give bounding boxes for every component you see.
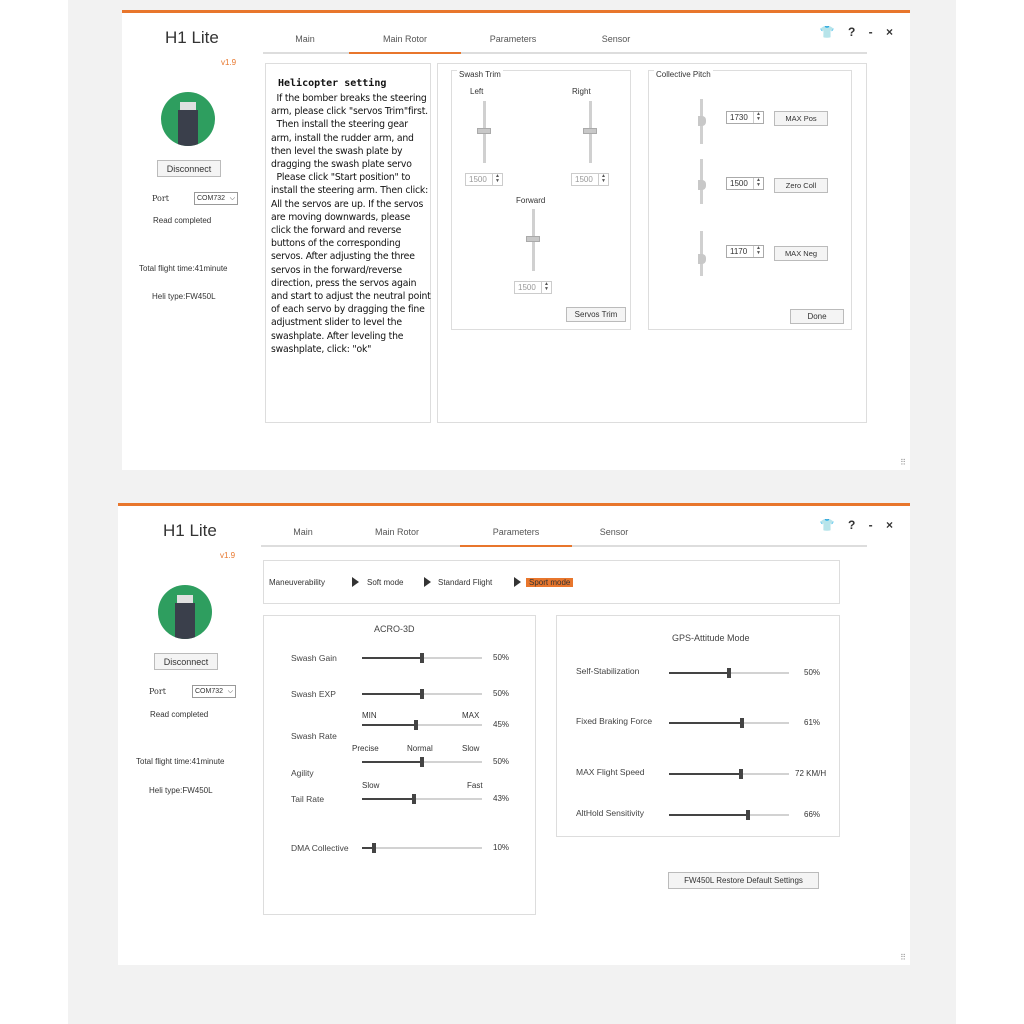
tab-sensor[interactable]: Sensor <box>601 34 631 44</box>
forward-servo-value[interactable]: 1500 ▲ ▼ <box>514 281 552 294</box>
help-title: Helicopter setting <box>278 78 387 89</box>
max-pos-thumb[interactable] <box>698 116 706 126</box>
port-label: Port <box>149 687 166 696</box>
max-neg-thumb[interactable] <box>698 254 706 264</box>
agility-slider-fill <box>362 761 422 763</box>
tail-rate-tick-label: Slow <box>362 781 380 790</box>
help-panel <box>265 63 431 423</box>
self-stabilization-label: Self-Stabilization <box>576 666 640 676</box>
app-title: H1 Lite <box>163 521 217 540</box>
done-button[interactable]: Done <box>790 309 844 324</box>
collective-pitch-title: Collective Pitch <box>656 70 711 79</box>
forward-label: Forward <box>516 196 546 205</box>
max-flight-speed-slider-fill <box>669 773 741 775</box>
max-neg-value[interactable]: 1170 ▲ ▼ <box>726 245 764 258</box>
window-accent-bar <box>118 503 910 506</box>
mode-standard[interactable]: Standard Flight <box>438 578 493 587</box>
max-pos-button[interactable]: MAX Pos <box>774 111 828 126</box>
maneuverability-bar <box>263 560 840 604</box>
chevron-right-icon <box>424 577 431 587</box>
tail-rate-slider-fill <box>362 798 414 800</box>
swash-rate-value: 45% <box>493 720 510 729</box>
tab-main[interactable]: Main <box>295 34 315 44</box>
read-status: Read completed <box>150 710 209 719</box>
right-label: Right <box>572 87 591 96</box>
dma-collective-value: 10% <box>493 843 510 852</box>
gps-attitude-panel <box>556 615 840 837</box>
app-version: v1.9 <box>220 551 236 560</box>
max-flight-speed-value: 72 KM/H <box>795 769 827 778</box>
chevron-down-icon: ⌵ <box>229 195 235 202</box>
window-main-rotor <box>122 10 910 470</box>
port-select[interactable]: COM732 ⌵ <box>194 192 238 205</box>
tab-main-rotor[interactable]: Main Rotor <box>349 30 461 54</box>
window-controls[interactable]: 👕 ? ‐ × <box>819 25 898 39</box>
gps-title: GPS-Attitude Mode <box>672 633 750 643</box>
swash-trim-title: Swash Trim <box>459 70 501 79</box>
swash-trim-group <box>451 70 631 330</box>
agility-tick-label: Precise <box>352 744 379 753</box>
agility-label: Agility <box>291 768 314 778</box>
swash-rate-max-label: MAX <box>462 711 480 720</box>
swash-gain-slider-fill <box>362 657 422 659</box>
right-servo-value[interactable]: 1500 ▲ ▼ <box>571 173 609 186</box>
self-stabilization-slider-thumb[interactable] <box>727 668 731 678</box>
tab-main-rotor[interactable]: Main Rotor <box>374 527 419 537</box>
zero-coll-button[interactable]: Zero Coll <box>774 178 828 193</box>
tab-parameters[interactable]: Parameters <box>489 34 537 44</box>
resize-grip-icon[interactable]: ⠿ <box>900 953 906 962</box>
agility-value: 50% <box>493 757 510 766</box>
swash-exp-value: 50% <box>493 689 510 698</box>
fixed-braking-force-slider-fill <box>669 722 742 724</box>
swash-exp-slider-fill <box>362 693 422 695</box>
tail-rate-value: 43% <box>493 794 510 803</box>
self-stabilization-value: 50% <box>804 668 821 677</box>
dma-collective-label: DMA Collective <box>291 843 349 853</box>
swash-exp-slider-thumb[interactable] <box>420 689 424 699</box>
chevron-right-icon <box>514 577 521 587</box>
usb-device-icon <box>161 92 215 146</box>
max-pos-value[interactable]: 1730 ▲ ▼ <box>726 111 764 124</box>
acro-3d-panel <box>263 615 536 915</box>
disconnect-button[interactable]: Disconnect <box>154 653 218 670</box>
althold-sensitivity-slider-thumb[interactable] <box>746 810 750 820</box>
acro-title: ACRO-3D <box>374 624 415 634</box>
fixed-braking-force-value: 61% <box>804 718 821 727</box>
window-accent-bar <box>122 10 910 13</box>
port-label: Port <box>152 194 169 203</box>
swash-exp-label: Swash EXP <box>291 689 336 699</box>
swash-rate-label: Swash Rate <box>291 731 337 741</box>
app-title: H1 Lite <box>165 28 219 47</box>
usb-device-icon <box>158 585 212 639</box>
althold-sensitivity-label: AltHold Sensitivity <box>576 808 645 818</box>
left-servo-thumb[interactable] <box>477 128 491 134</box>
fixed-braking-force-slider-thumb[interactable] <box>740 718 744 728</box>
althold-sensitivity-value: 66% <box>804 810 821 819</box>
window-controls[interactable]: 👕 ? ‐ × <box>819 518 898 532</box>
read-status: Read completed <box>153 216 212 225</box>
swash-gain-label: Swash Gain <box>291 653 337 663</box>
self-stabilization-slider-fill <box>669 672 729 674</box>
swash-rate-min-label: MIN <box>362 711 377 720</box>
settings-panel <box>437 63 867 423</box>
left-servo-value[interactable]: 1500 ▲ ▼ <box>465 173 503 186</box>
max-neg-button[interactable]: MAX Neg <box>774 246 828 261</box>
heli-type: Heli type:FW450L <box>152 292 216 301</box>
disconnect-button[interactable]: Disconnect <box>157 160 221 177</box>
app-version: v1.9 <box>221 58 237 67</box>
port-select[interactable]: COM732 ⌵ <box>192 685 236 698</box>
resize-grip-icon[interactable]: ⠿ <box>900 458 906 467</box>
mode-soft[interactable]: Soft mode <box>367 578 404 587</box>
collective-pitch-group <box>648 70 852 330</box>
tab-sensor[interactable]: Sensor <box>599 527 629 537</box>
flight-time: Total flight time:41minute <box>139 264 228 273</box>
zero-coll-thumb[interactable] <box>698 180 706 190</box>
help-text: If the bomber breaks the steering arm, please click "servos Trim"first. Then install the steering gear arm, install the rudder arm, and then level the swash plate by dragging the swash plate servo Please click "Start position" to install the steering arm. Then click: All the servos are up. If the servos are moving downwards, please click the forward and reverse buttons of the corresponding servos. After adjusting the three servos in the forward/reverse direction, press the servos again and start to adjust the neutral point of each servo by dragging the fine adjustment slider to level the swashplate. After leveling the swashplate, click: "ok" <box>271 93 431 355</box>
swash-rate-slider-fill <box>362 724 416 726</box>
tail-rate-tick-label: Fast <box>467 781 483 790</box>
althold-sensitivity-slider-fill <box>669 814 748 816</box>
agility-tick-label: Slow <box>462 744 480 753</box>
fixed-braking-force-label: Fixed Braking Force <box>576 716 653 726</box>
right-servo-thumb[interactable] <box>583 128 597 134</box>
agility-slider-thumb[interactable] <box>420 757 424 767</box>
chevron-right-icon <box>352 577 359 587</box>
zero-coll-value[interactable]: 1500 ▲ ▼ <box>726 177 764 190</box>
tab-parameters[interactable]: Parameters <box>460 523 572 547</box>
agility-tick-label: Normal <box>407 744 433 753</box>
tail-rate-label: Tail Rate <box>291 794 325 804</box>
swash-rate-slider-thumb[interactable] <box>414 720 418 730</box>
servos-trim-button[interactable]: Servos Trim <box>566 307 626 322</box>
chevron-down-icon: ⌵ <box>227 688 233 695</box>
mode-sport[interactable]: Sport mode <box>526 578 573 587</box>
dma-collective-slider-thumb[interactable] <box>372 843 376 853</box>
swash-gain-slider-thumb[interactable] <box>420 653 424 663</box>
dma-collective-slider[interactable] <box>362 847 482 849</box>
heli-type: Heli type:FW450L <box>149 786 213 795</box>
left-label: Left <box>470 87 484 96</box>
window-parameters <box>118 503 910 965</box>
flight-time: Total flight time:41minute <box>136 757 225 766</box>
forward-servo-thumb[interactable] <box>526 236 540 242</box>
max-flight-speed-slider-thumb[interactable] <box>739 769 743 779</box>
restore-defaults-button[interactable]: FW450L Restore Default Settings <box>668 872 819 889</box>
tab-bar <box>261 523 867 547</box>
tab-main[interactable]: Main <box>293 527 313 537</box>
tab-bar <box>263 30 867 54</box>
maneuverability-label: Maneuverability <box>269 578 326 587</box>
tail-rate-slider-thumb[interactable] <box>412 794 416 804</box>
max-flight-speed-label: MAX Flight Speed <box>576 767 645 777</box>
swash-gain-value: 50% <box>493 653 510 662</box>
